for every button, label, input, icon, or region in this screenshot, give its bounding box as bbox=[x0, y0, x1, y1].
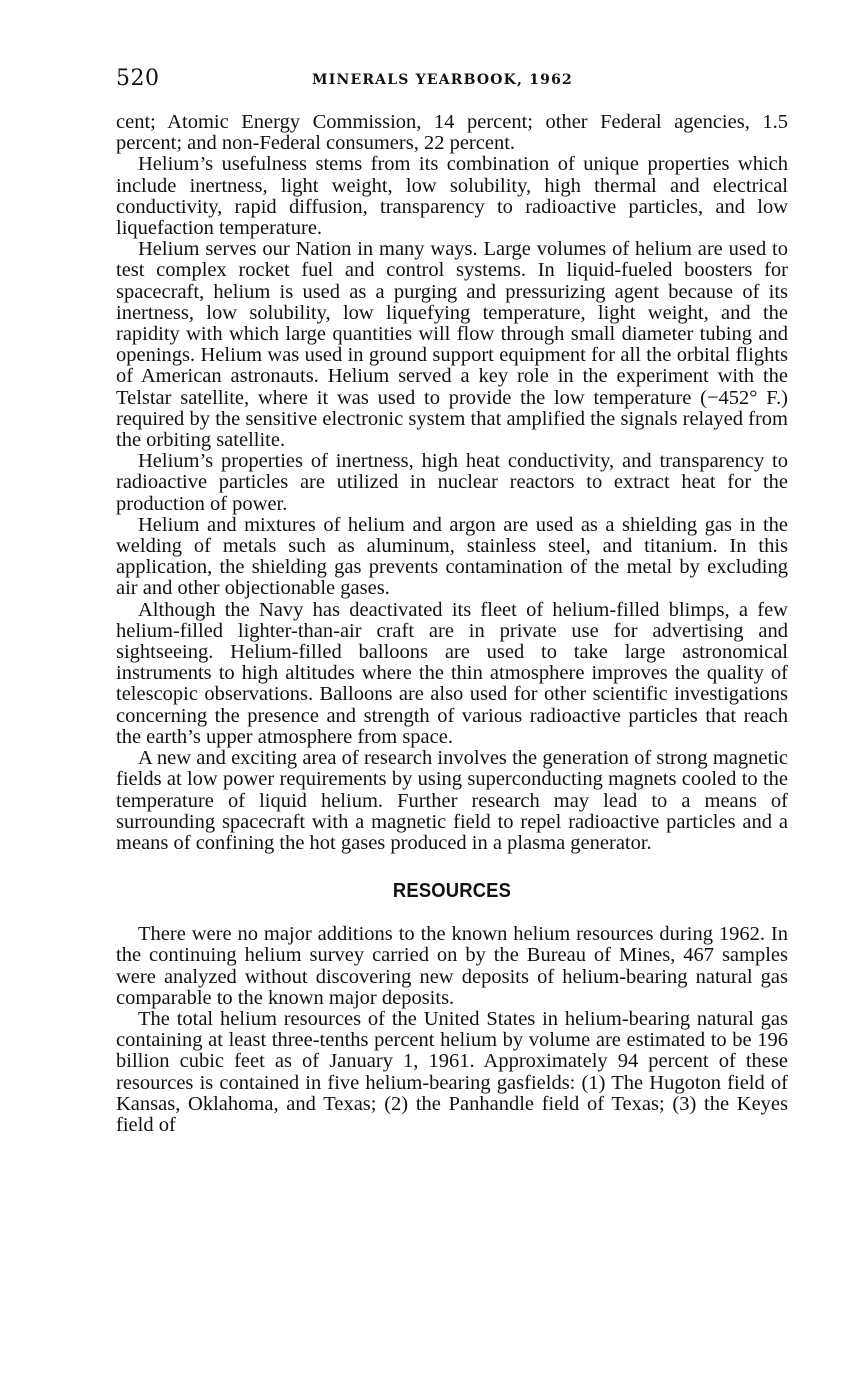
paragraph-resources-total: The total helium resources of the United States in helium-bearing natural gas containing at least three-tenths percent helium by volume are estimated to be 196 billion cubic feet as of January 1, 1961. Approximately 94 percent of these resources is contained in five helium-bearing gasfields: (1) The Hugoton field of Kansas, Oklahoma, and Texas; (2) the Panhandle field of Texas; (3) the Keyes field of bbox=[116, 1007, 788, 1136]
running-header bbox=[116, 66, 788, 96]
body-text bbox=[116, 112, 788, 854]
running-title: MINERALS YEARBOOK, 1962 bbox=[312, 72, 573, 88]
section-heading-resources: RESOURCES bbox=[392, 880, 512, 903]
paragraph-nuclear: Helium’s properties of inertness, high heat conductivity, and transparency to radioactive particles are utilized in nuclear reactors to extract heat for the production of power. bbox=[116, 450, 788, 515]
paragraph-usefulness: Helium’s usefulness stems from its combination of unique properties which include inertness, light weight, low solubility, high thermal and electrical conductivity, rapid diffusion, transparency to radioactive particles, and low liquefaction temperature. bbox=[116, 153, 788, 240]
page-number: 520 bbox=[116, 66, 160, 91]
paragraph-welding: Helium and mixtures of helium and argon are used as a shielding gas in the welding of metals such as aluminum, stainless steel, and titanium. In this application, the shielding gas prevents contamination of the metal by excluding air and other objectionable gases. bbox=[116, 513, 788, 600]
paragraph-resources-survey: There were no major additions to the known helium resources during 1962. In the continuing helium survey carried on by the Bureau of Mines, 467 samples were analyzed without discovering new deposits of helium-bearing natural gas comparable to the known major deposits. bbox=[116, 923, 788, 1009]
page bbox=[116, 66, 788, 1136]
paragraph-balloons: Although the Navy has deactivated its fleet of helium-filled blimps, a few helium-filled lighter-than-air craft are in private use for advertising and sightseeing. Helium-filled balloons are used to take large astronomical instruments to high altitudes where the thin atmosphere improves the quality of telescopic observations. Balloons are also used for other scientific investigations concerning the presence and strength of various radioactive particles that reach the earth’s upper atmosphere from space. bbox=[116, 598, 788, 748]
paragraph-research: A new and exciting area of research involves the generation of strong magnetic fields at low power requirements by using superconducting magnets cooled to the temperature of liquid helium. Further research may lead to a means of surrounding spacecraft with a magnetic field to repel radioactive particles and a means of confining the hot gases produced in a plasma generator. bbox=[116, 747, 788, 854]
resources-text bbox=[116, 924, 788, 1136]
paragraph-continued: cent; Atomic Energy Commission, 14 percent; other Federal agencies, 1.5 percent; and non-Federal consumers, 22 percent. bbox=[116, 111, 788, 155]
paragraph-uses: Helium serves our Nation in many ways. Large volumes of helium are used to test complex rocket fuel and control systems. In liquid-fueled boosters for spacecraft, helium is used as a purging and pressurizing agent because of its inertness, low solubility, low liquefying temperature, light weight, and the rapidity with which large quantities will flow through small diameter tubing and openings. Helium was used in ground support equipment for all the orbital flights of American astronauts. Helium served a key role in the experiment with the Telstar satellite, where it was used to provide the low temperature (−452° F.) required by the sensitive electronic system that amplified the signals relayed from the orbiting satellite. bbox=[116, 238, 788, 452]
